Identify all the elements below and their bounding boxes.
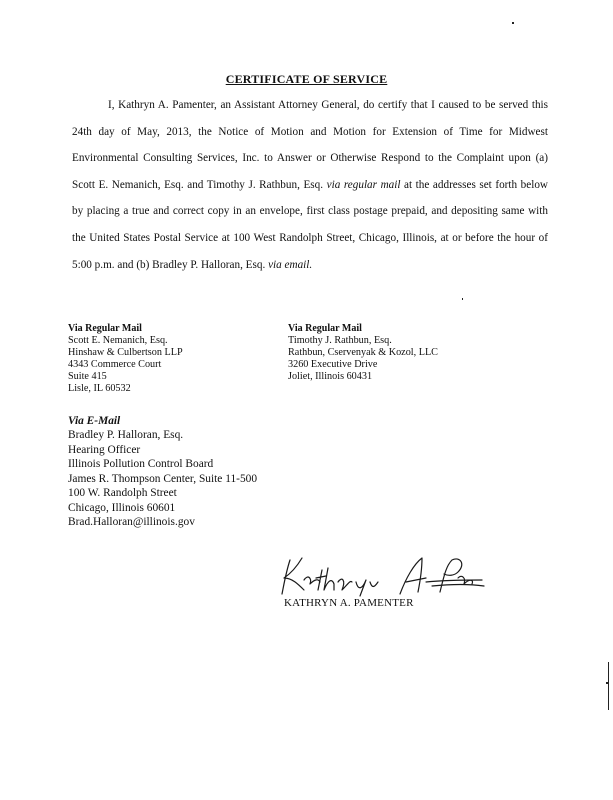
address-line: Scott E. Nemanich, Esq.	[68, 335, 168, 346]
address-line: Timothy J. Rathbun, Esq.	[288, 335, 392, 346]
document-title: CERTIFICATE OF SERVICE	[225, 72, 388, 86]
email-address: Brad.Halloran@illinois.gov	[68, 516, 195, 528]
scan-artifact	[608, 662, 609, 710]
scan-artifact	[462, 298, 463, 300]
scan-artifact	[606, 682, 608, 684]
address-line: Hinshaw & Culbertson LLP	[68, 347, 183, 358]
address-line: 100 W. Randolph Street	[68, 487, 177, 499]
scan-artifact	[512, 22, 514, 24]
via-regular-mail-phrase: via regular mail	[326, 178, 401, 191]
address-line: Joliet, Illinois 60431	[288, 371, 373, 382]
address-line: 4343 Commerce Court	[68, 359, 162, 370]
paragraph-text-part-2: at the addresses set forth below by placing a true and correct copy in an envelope, first class postage prepaid, and depositing same with the United States Postal Service at 100 West Randolph Street, Chicago, Illinois, at or before the hour of 5:00 p.m. and (b) Bradley P. Halloran, Esq.	[72, 178, 549, 271]
address-line: Lisle, IL 60532	[68, 383, 131, 394]
address-line: Bradley P. Halloran, Esq.	[68, 429, 184, 441]
address-line: Hearing Officer	[68, 443, 141, 456]
address-line: Illinois Pollution Control Board	[68, 458, 214, 470]
address-line: Rathbun, Cservenyak & Kozol, LLC	[288, 347, 438, 358]
recipient-heading: Via Regular Mail	[68, 323, 142, 334]
signer-name: KATHRYN A. PAMENTER	[284, 597, 414, 609]
certificate-paragraph	[72, 92, 548, 278]
recipient-rathbun	[288, 323, 438, 383]
recipient-nemanich	[68, 323, 183, 395]
handwritten-signature	[276, 550, 486, 598]
via-email-phrase: via email.	[268, 258, 313, 271]
recipient-heading: Via E-Mail	[68, 415, 121, 427]
paragraph-text-part-1: I, Kathryn A. Pamenter, an Assistant Attorney General, do certify that I caused to be served this 24th day of May, 2013, the Notice of Motion and Motion for Extension of Time for Midwest Environmental Consulting Services, Inc. to Answer or Otherwise Respond to the Complaint upon (a) Scott E. Nemanich, Esq. and Timothy J. Rathbun, Esq.	[72, 99, 548, 191]
address-line: Suite 415	[68, 371, 107, 382]
recipient-heading: Via Regular Mail	[288, 323, 362, 334]
signature-icon	[276, 550, 486, 598]
recipient-halloran	[68, 415, 257, 530]
address-line: Chicago, Illinois 60601	[68, 501, 176, 514]
address-line: James R. Thompson Center, Suite 11-500	[68, 472, 258, 485]
address-line: 3260 Executive Drive	[288, 359, 378, 370]
